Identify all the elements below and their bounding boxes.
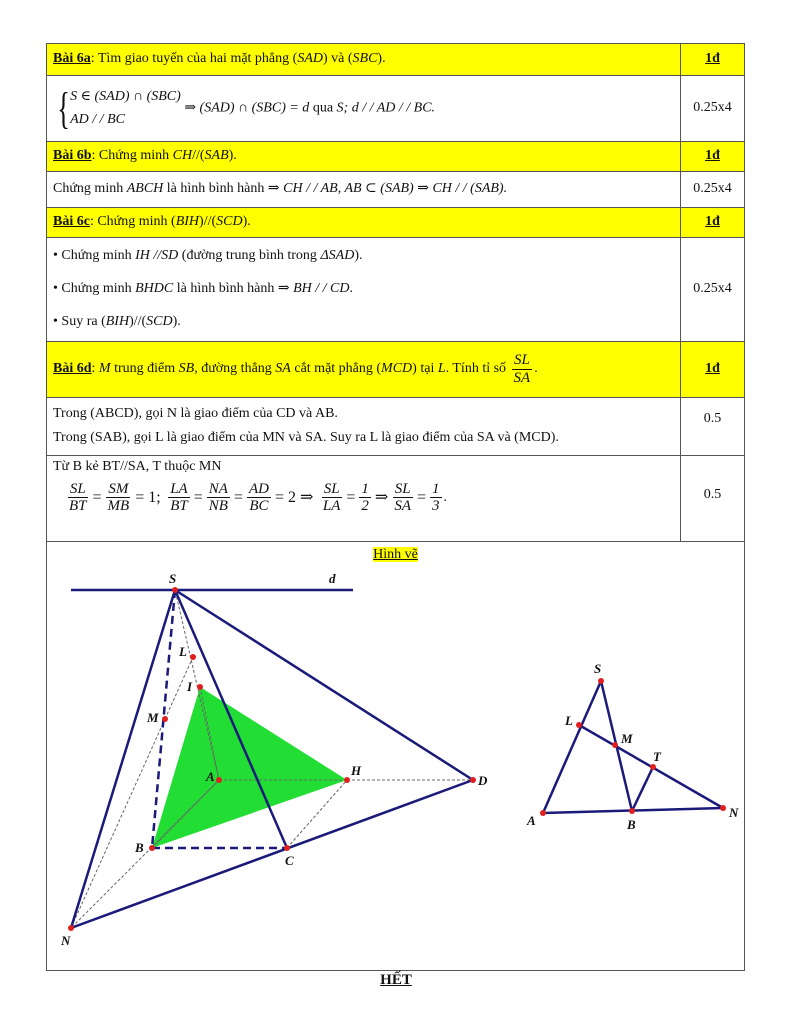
row-6d-header	[47, 341, 745, 397]
geometry-figure	[47, 542, 744, 970]
label-s2: S	[594, 660, 602, 676]
label-m: M	[147, 709, 159, 725]
answer-6c-bullet-3: • Suy ra (BIH)//(SCD).	[53, 313, 181, 329]
label-t2: T	[653, 748, 661, 764]
problem-6a-prompt: Bài 6a: Tìm giao tuyến của hai mặt phẳng (SAD) và (SBC).	[47, 44, 681, 76]
answer-6d-line-3: Từ B kẻ BT//SA, T thuộc MN	[53, 458, 222, 474]
answer-6d-step-1	[47, 397, 681, 455]
figure-title: Hình vẽ	[373, 546, 418, 562]
score-6d-step-2: 0.5	[681, 455, 745, 541]
label-n2: N	[729, 804, 739, 820]
ratio-equation: $\frac{SL}{BT}$ = $\frac{SM}{MB}$ = 1; $\frac{LA}{BT}$ = $\frac{NA}{NB}$ = $\frac{AD}{BC}$ = 2 ⇒ $\frac{SL}{LA}$ = $\frac{1}{2}$ ⇒ $\frac{SL}{SA}$ = $\frac{1}{3}$ .	[69, 480, 448, 515]
score-6b: 1đ	[681, 142, 745, 172]
label-h: H	[351, 762, 362, 778]
label-a2: A	[527, 812, 536, 828]
ratio-sl-sa: $\frac{SL}{SA}$	[513, 352, 531, 386]
label-s: S	[169, 570, 177, 586]
label-l: L	[179, 643, 187, 659]
answer-6d-step-2	[47, 455, 681, 541]
score-6b-answer: 0.25x4	[681, 172, 745, 208]
score-6d-step-1: 0.5	[681, 397, 745, 455]
row-6b-answer	[47, 172, 745, 208]
row-6d-answer-2	[47, 455, 745, 541]
answer-6b: Chứng minh ABCH là hình bình hành ⇒ CH / / AB, AB ⊂ (SAB) ⇒ CH / / (SAB).	[47, 172, 681, 208]
label-n: N	[61, 932, 71, 948]
answer-6c	[47, 238, 681, 342]
row-6a-header	[47, 44, 745, 76]
row-6c-header	[47, 208, 745, 238]
row-6b-header	[47, 142, 745, 172]
score-6c: 1đ	[681, 208, 745, 238]
row-figure	[47, 541, 745, 970]
score-6a-answer: 0.25x4	[681, 76, 745, 142]
label-i: I	[187, 678, 193, 694]
problem-6d-prompt: Bài 6d: M trung điểm SB, đường thẳng SA cắt mặt phẳng (MCD) tại L. Tính tỉ số $\frac{SL}{SA}$ .	[47, 341, 681, 397]
label-b: B	[135, 839, 144, 855]
score-6c-answer: 0.25x4	[681, 238, 745, 342]
row-6d-answer-1	[47, 397, 745, 455]
answer-6d-line-2: Trong (SAB), gọi L là giao điểm của MN và SA. Suy ra L là giao điểm của SA và (MCD).	[53, 430, 559, 446]
row-6c-answer	[47, 238, 745, 342]
score-6d: 1đ	[681, 341, 745, 397]
plane-bih	[152, 687, 347, 848]
label-d: d	[329, 570, 336, 586]
problem-6b-prompt: Bài 6b: Chứng minh CH//(SAB).	[47, 142, 681, 172]
label-c: C	[285, 852, 294, 868]
label-b2: B	[627, 816, 636, 832]
footer-end: HẾT	[380, 972, 412, 988]
label-d-point: D	[478, 772, 488, 788]
answer-6d-line-1: Trong (ABCD), gọi N là giao điểm của CD và AB.	[53, 405, 338, 421]
answer-6a: {S ∈ (SAD) ∩ (SBC) AD / / BC ⇒ (SAD) ∩ (SBC) = d qua S; d / / AD / / BC.	[47, 76, 681, 142]
answer-6c-bullet-2: • Chứng minh BHDC là hình bình hành ⇒ BH / / CD.	[53, 280, 353, 296]
label-m2: M	[621, 730, 633, 746]
problem-6c-prompt: Bài 6c: Chứng minh (BIH)//(SCD).	[47, 208, 681, 238]
row-6a-answer	[47, 76, 745, 142]
label-l2: L	[565, 712, 573, 728]
answer-6c-bullet-1: • Chứng minh IH //SD (đường trung bình trong ΔSAD).	[53, 248, 363, 263]
figure-cell	[47, 541, 745, 970]
label-a: A	[206, 768, 215, 784]
score-6a: 1đ	[681, 44, 745, 76]
answer-table	[46, 43, 745, 971]
